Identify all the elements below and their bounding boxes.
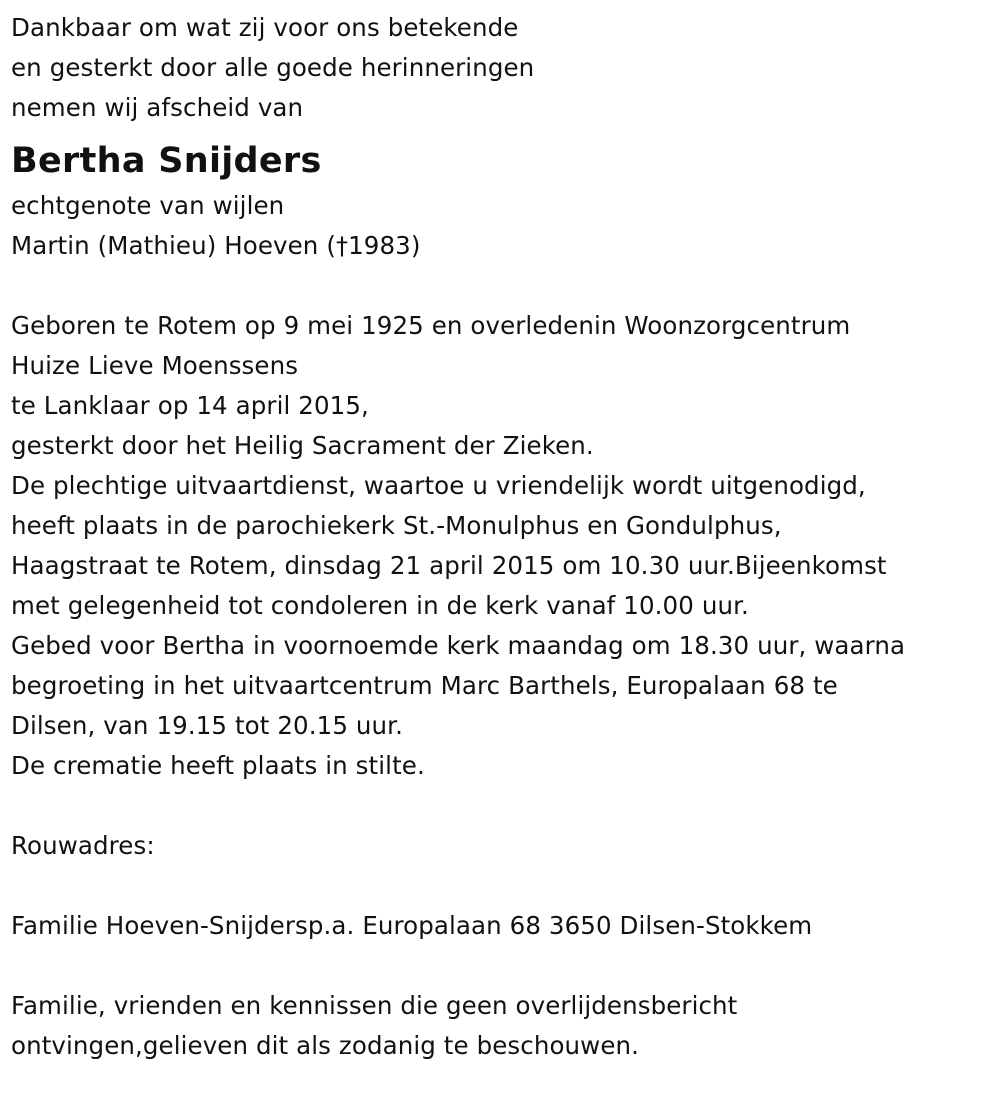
details-line: met gelegenheid tot condoleren in de kerk vanaf 10.00 uur.	[11, 591, 749, 620]
details-line: gesterkt door het Heilig Sacrament der Zieken.	[11, 431, 594, 460]
details-line: Gebed voor Bertha in voornoemde kerk maandag om 18.30 uur, waarna	[11, 631, 906, 660]
details-line: begroeting in het uitvaartcentrum Marc Barthels, Europalaan 68 te	[11, 671, 838, 700]
address-line: Familie Hoeven-Snijdersp.a. Europalaan 68 3650 Dilsen-Stokkem	[11, 911, 813, 940]
death-notice	[11, 8, 991, 1066]
closing-line: Familie, vrienden en kennissen die geen overlijdensbericht	[11, 991, 738, 1020]
spacer	[11, 866, 991, 906]
intro-line: nemen wij afscheid van	[11, 93, 304, 122]
spacer	[11, 946, 991, 986]
spouse-line	[11, 226, 991, 266]
details-section	[11, 306, 991, 786]
closing-section	[11, 986, 991, 1066]
intro-line: en gesterkt door alle goede herinneringen	[11, 53, 535, 82]
details-line: heeft plaats in de parochiekerk St.-Monulphus en Gondulphus,	[11, 511, 782, 540]
intro-line: Dankbaar om wat zij voor ons betekende	[11, 13, 519, 42]
deceased-name: Bertha Snijders	[11, 141, 322, 181]
spacer	[11, 786, 991, 826]
details-line: Haagstraat te Rotem, dinsdag 21 april 2015 om 10.30 uur.Bijeenkomst	[11, 551, 887, 580]
relation-line: echtgenote van wijlen	[11, 191, 285, 220]
spouse-prefix: Martin (Mathieu) Hoeven (	[11, 231, 336, 260]
cross-icon: †	[335, 232, 349, 260]
intro-section	[11, 8, 991, 128]
address-section	[11, 826, 991, 946]
details-line: te Lanklaar op 14 april 2015,	[11, 391, 369, 420]
details-line: Dilsen, van 19.15 tot 20.15 uur.	[11, 711, 403, 740]
details-line: Huize Lieve Moenssens	[11, 351, 299, 380]
address-label: Rouwadres:	[11, 831, 155, 860]
closing-line: ontvingen,gelieven dit als zodanig te beschouwen.	[11, 1031, 640, 1060]
details-line: De plechtige uitvaartdienst, waartoe u vriendelijk wordt uitgenodigd,	[11, 471, 866, 500]
deceased-section	[11, 136, 991, 266]
spouse-suffix: 1983)	[348, 231, 421, 260]
details-line: Geboren te Rotem op 9 mei 1925 en overledenin Woonzorgcentrum	[11, 311, 851, 340]
details-line: De crematie heeft plaats in stilte.	[11, 751, 425, 780]
spacer	[11, 266, 991, 306]
